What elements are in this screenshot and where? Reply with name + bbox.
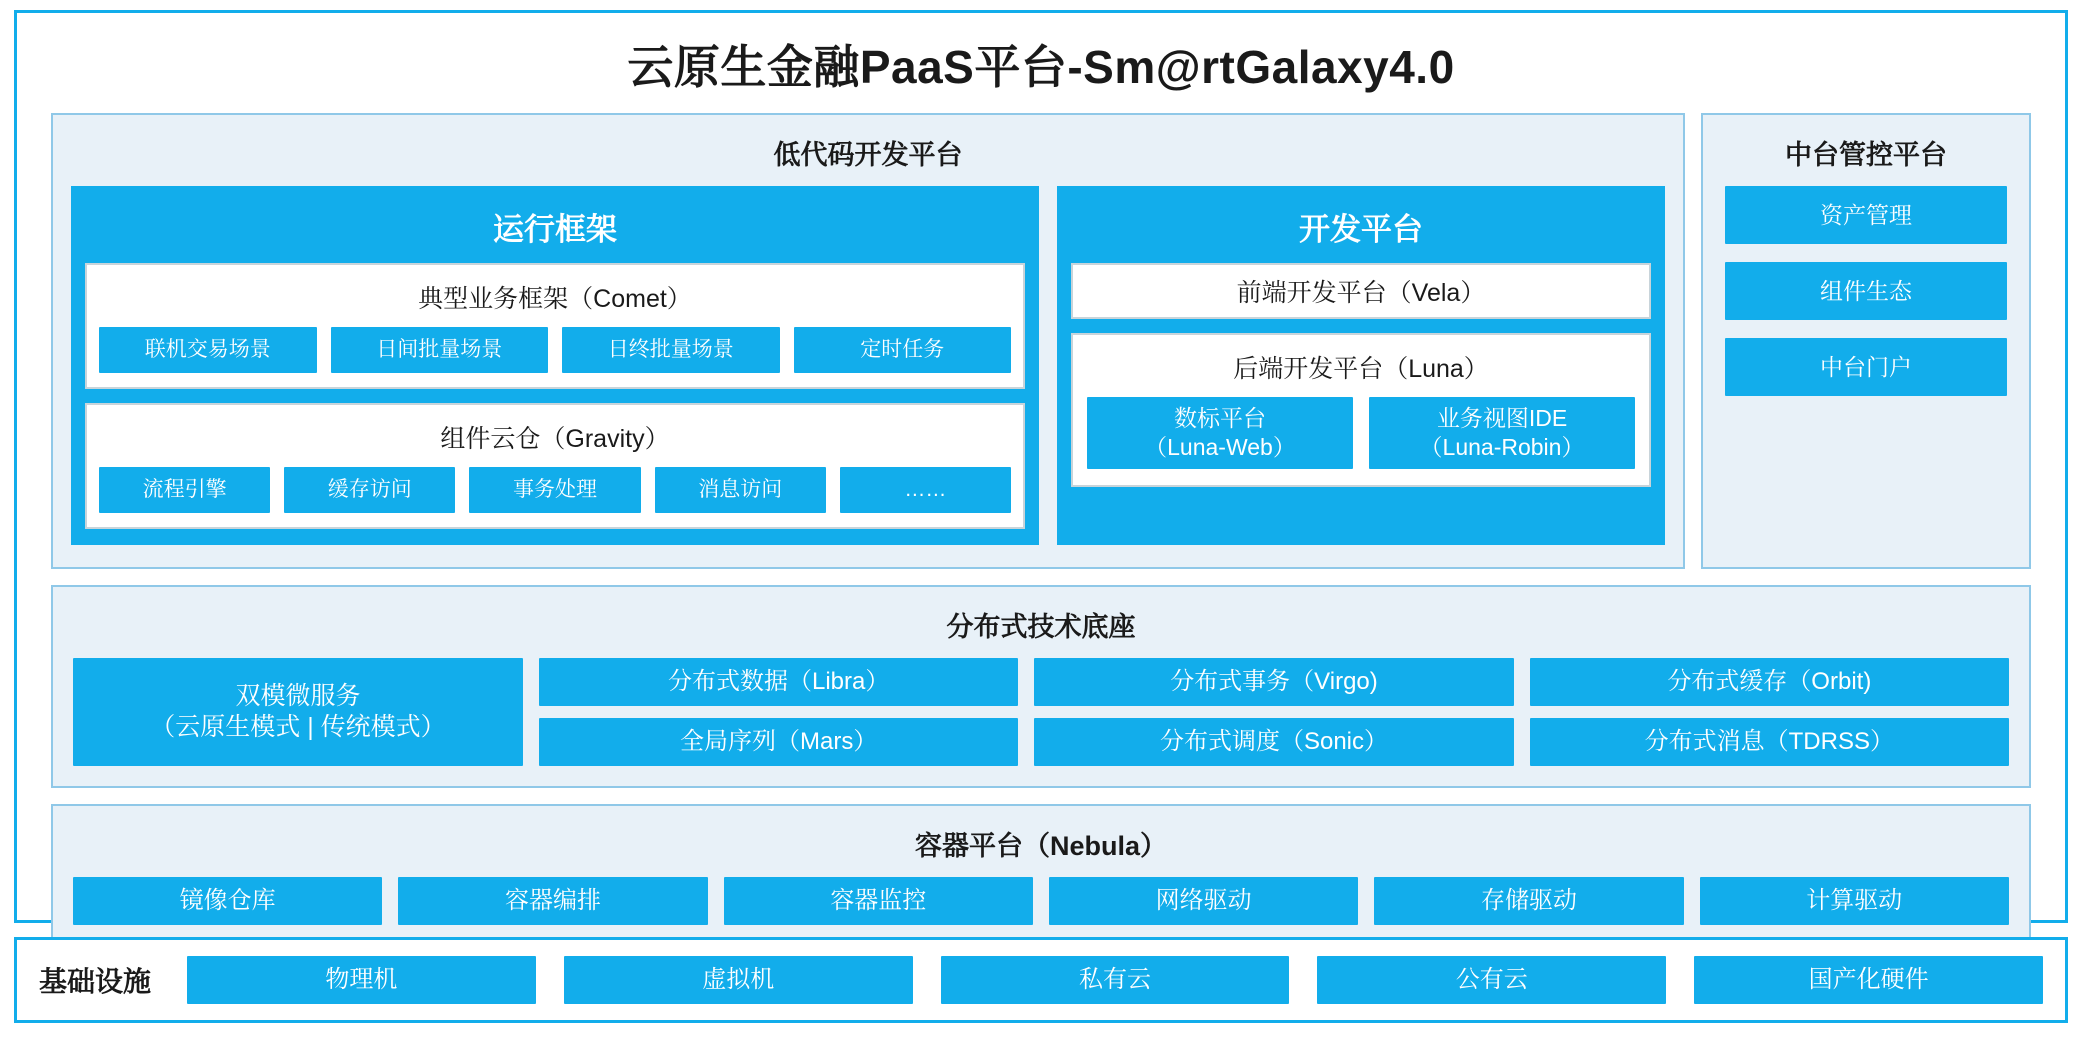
runtime-framework-card — [71, 186, 1039, 545]
container-item-storage-driver[interactable]: 存储驱动 — [1374, 877, 1683, 925]
infrastructure-item-domestic-hardware[interactable]: 国产化硬件 — [1694, 956, 2043, 1004]
dual-mode-line2: （云原生模式 | 传统模式） — [150, 713, 446, 741]
comet-item[interactable]: 定时任务 — [794, 327, 1012, 373]
dual-mode-microservice-item[interactable] — [73, 658, 523, 766]
container-platform-panel — [51, 804, 2031, 947]
development-platform-title: 开发平台 — [1299, 212, 1423, 247]
luna-web-line2: （Luna-Web） — [1144, 434, 1296, 460]
distributed-base-title: 分布式技术底座 — [946, 612, 1136, 642]
luna-title: 后端开发平台（Luna） — [1233, 355, 1489, 383]
distributed-col-2 — [1034, 658, 1513, 766]
midplatform-title: 中台管控平台 — [1785, 140, 1947, 170]
container-items — [73, 877, 2009, 925]
gravity-item[interactable]: 缓存访问 — [284, 467, 455, 513]
midplatform-item-component[interactable]: 组件生态 — [1725, 262, 2007, 320]
infrastructure-item-public-cloud[interactable]: 公有云 — [1317, 956, 1666, 1004]
development-platform-card — [1057, 186, 1665, 545]
lowcode-platform-title: 低代码开发平台 — [773, 140, 963, 170]
infrastructure-item-private-cloud[interactable]: 私有云 — [941, 956, 1290, 1004]
lowcode-platform-content — [71, 186, 1665, 545]
distributed-grid — [73, 658, 2009, 766]
gravity-item[interactable]: 消息访问 — [655, 467, 826, 513]
distributed-item-tdrss[interactable]: 分布式消息（TDRSS） — [1530, 718, 2009, 766]
platform-frame — [14, 10, 2068, 923]
luna-items — [1087, 397, 1635, 469]
comet-title: 典型业务框架（Comet） — [418, 285, 692, 313]
comet-items — [99, 327, 1011, 373]
infrastructure-item-physical[interactable]: 物理机 — [187, 956, 536, 1004]
infrastructure-label: 基础设施 — [39, 966, 152, 997]
container-item-compute-driver[interactable]: 计算驱动 — [1700, 877, 2009, 925]
luna-web-item[interactable] — [1087, 397, 1353, 469]
infrastructure-bar — [14, 937, 2068, 1023]
comet-item[interactable]: 日终批量场景 — [562, 327, 780, 373]
comet-item[interactable]: 日间批量场景 — [331, 327, 549, 373]
gravity-item-more[interactable]: …… — [840, 467, 1011, 513]
distributed-item-libra[interactable]: 分布式数据（Libra） — [539, 658, 1018, 706]
runtime-framework-title: 运行框架 — [493, 212, 617, 247]
gravity-items — [99, 467, 1011, 513]
dual-mode-microservice-col — [73, 658, 523, 766]
gravity-item[interactable]: 流程引擎 — [99, 467, 270, 513]
container-platform-title: 容器平台（Nebula） — [914, 831, 1168, 861]
top-row — [17, 113, 2065, 569]
vela-frontend-platform[interactable]: 前端开发平台（Vela） — [1071, 263, 1651, 319]
comet-group — [85, 263, 1025, 389]
container-item-image-repo[interactable]: 镜像仓库 — [73, 877, 382, 925]
midplatform-item-portal[interactable]: 中台门户 — [1725, 338, 2007, 396]
gravity-title: 组件云仓（Gravity） — [440, 425, 670, 453]
luna-robin-item[interactable] — [1369, 397, 1635, 469]
distributed-item-mars[interactable]: 全局序列（Mars） — [539, 718, 1018, 766]
luna-web-line1: 数标平台 — [1174, 405, 1266, 432]
midplatform-item-asset[interactable]: 资产管理 — [1725, 186, 2007, 244]
distributed-col-3 — [1530, 658, 2009, 766]
luna-robin-line1: 业务视图IDE — [1436, 405, 1568, 432]
distributed-col-1 — [539, 658, 1018, 766]
distributed-base-panel — [51, 585, 2031, 788]
luna-robin-line2: （Luna-Robin） — [1419, 434, 1585, 460]
gravity-item[interactable]: 事务处理 — [469, 467, 640, 513]
page-title: 云原生金融PaaS平台-Sm@rtGalaxy4.0 — [627, 41, 1455, 93]
distributed-item-virgo[interactable]: 分布式事务（Virgo) — [1034, 658, 1513, 706]
container-item-network-driver[interactable]: 网络驱动 — [1049, 877, 1358, 925]
distributed-item-orbit[interactable]: 分布式缓存（Orbit) — [1530, 658, 2009, 706]
dual-mode-line1: 双模微服务 — [235, 681, 361, 710]
luna-backend-group — [1071, 333, 1651, 487]
container-item-orchestration[interactable]: 容器编排 — [398, 877, 707, 925]
comet-item[interactable]: 联机交易场景 — [99, 327, 317, 373]
infrastructure-item-virtual[interactable]: 虚拟机 — [564, 956, 913, 1004]
gravity-group — [85, 403, 1025, 529]
infrastructure-items — [187, 956, 2043, 1004]
lowcode-platform-panel — [51, 113, 1685, 569]
container-item-monitoring[interactable]: 容器监控 — [724, 877, 1033, 925]
midplatform-panel — [1701, 113, 2031, 569]
distributed-item-sonic[interactable]: 分布式调度（Sonic） — [1034, 718, 1513, 766]
